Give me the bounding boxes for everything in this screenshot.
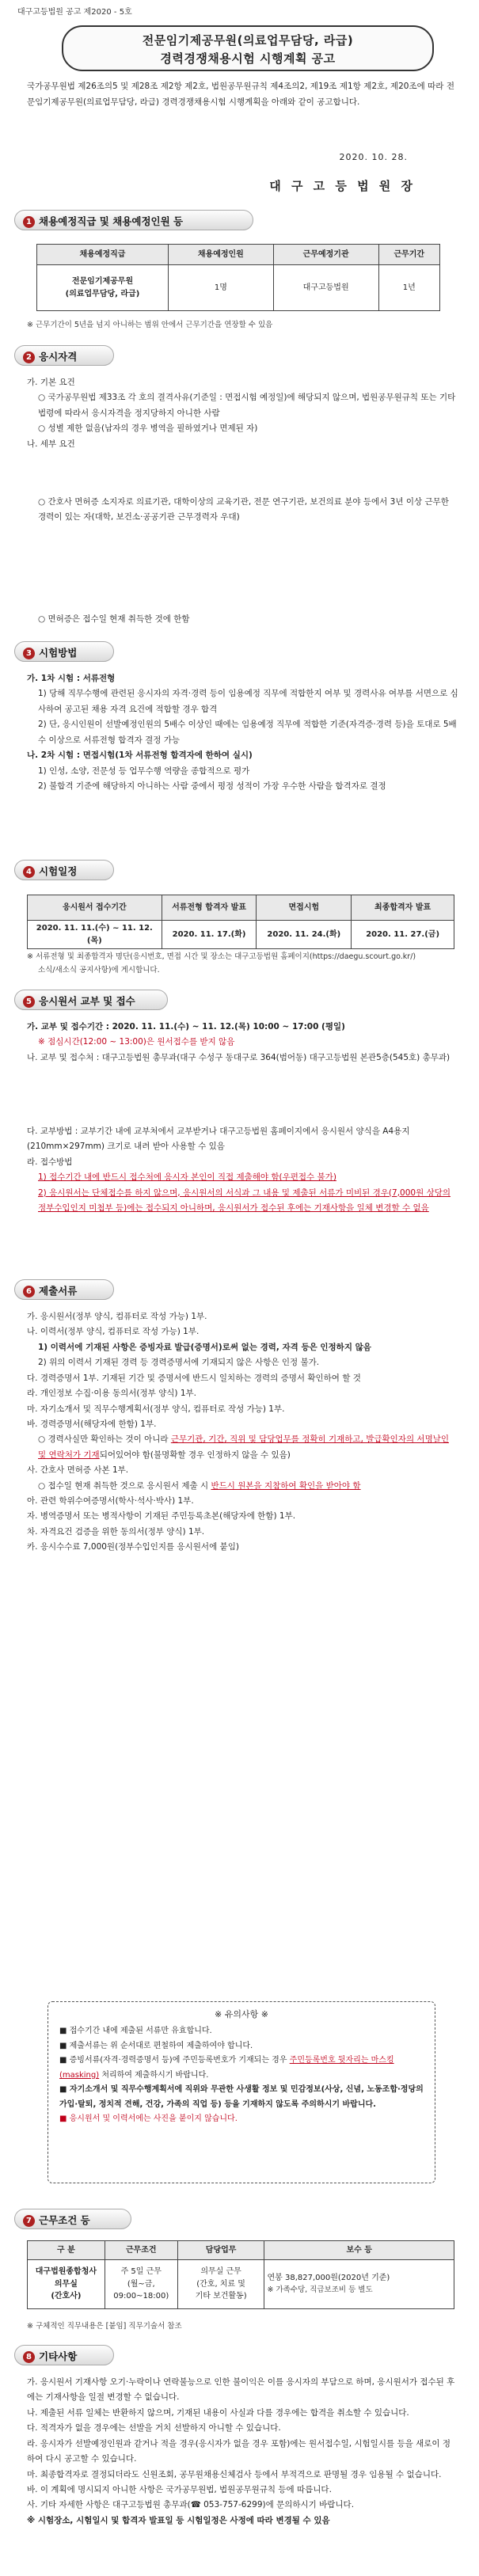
section-title: 제출서류	[39, 1285, 78, 1297]
work-cell-division: 대구법원종합청사 의무실 (간호사)	[28, 2260, 105, 2309]
exam-item: 2) 단, 응시인원이 선발예정인원의 5배수 이상인 때에는 임용예정 직무에 적합한 기준(자격증·경력 등)을 토대로 5배수 이상으로 서류전형 합격자 결정 가능	[38, 720, 457, 745]
schedule-cell: 2020. 11. 11.(수) ~ 11. 12.(목)	[28, 921, 162, 949]
doc-item: 가. 응시원서(정부 양식, 컴퓨터로 작성 가능) 1부.	[27, 1312, 207, 1321]
application-rule-2: 2) 응시원서는 단체접수를 하지 않으며, 응시원서의 서식과 그 내용 및 제출된 서류가 미비된 경우(7,000원 상당의 정부수입인지 미첩부 등)에는 접수되지 아니하며, 응시원서가 접수된 후에는 기재사항을 일체 변경할 수 없음	[38, 1187, 451, 1214]
signer: 대 구 고 등 법 원 장	[269, 179, 416, 193]
application-method	[27, 1124, 458, 1217]
doc-item: 자. 병역증명서 또는 병적사항이 기재된 주민등록초본(해당자에 한함) 1부.	[27, 1511, 296, 1522]
work-cell-pay: 연봉 38,827,000원(2020년 기준) ※ 가족수당, 직급보조비 등 별도	[264, 2260, 454, 2309]
application-period: 가. 교부 및 접수기간 : 2020. 11. 11.(수) ~ 11. 12.(목) 10:00 ~ 17:00 (평일)	[27, 1022, 345, 1032]
schedule-note: ※ 서류전형 및 최종합격자 명단(응시번호, 면접 시간 및 장소는 대구고등법원 홈페이지(https://daegu.scourt.go.kr/) 소식/새소식 공지사항)에 게시합니다.	[27, 952, 416, 975]
section-header-2	[14, 345, 114, 366]
notice-date: 2020. 10. 28.	[339, 152, 408, 162]
section-title: 응시원서 교부 및 접수	[39, 995, 135, 1007]
application-info	[27, 1020, 458, 1066]
doc-item: 마. 자기소개서 및 직무수행계획서(정부 양식, 컴퓨터로 작성 가능) 1부.	[27, 1404, 285, 1414]
hiring-cell-count: 1명	[168, 265, 273, 311]
caution-item: ■ 접수기간 내에 제출된 서류만 유효합니다.	[59, 2027, 212, 2036]
other-item: 바. 이 계획에 명시되지 아니한 사항은 국가공무원법, 법원공무원규칙 등에 따릅니다.	[27, 2484, 332, 2494]
hiring-cell-period: 1년	[378, 265, 439, 311]
doc-item: 차. 자격요건 검증을 위한 동의서(정부 양식) 1부.	[27, 1526, 205, 1537]
hiring-header-agency: 근무예정기관	[273, 245, 378, 265]
section-number: 8	[23, 2351, 35, 2363]
doc-item: 나. 이력서(정부 양식, 컴퓨터로 작성 가능) 1부.	[27, 1327, 200, 1337]
schedule-header: 응시원서 접수기간	[28, 895, 162, 921]
intro-paragraph: 국가공무원법 제26조의5 및 제28조 제2항 제2호, 법원공무원규칙 제4조의2, 제19조 제1항 제2호, 제20조에 따라 전문임기제공무원(의료업무담당, 라급) 경력경쟁채용시험 시행계획을 아래와 같이 공고합니다.	[27, 82, 454, 107]
eligibility-detail-heading: 나. 세부 요건	[27, 439, 75, 449]
section-number: 6	[23, 1286, 35, 1297]
caution-item: ■ 제출서류는 위 순서대로 편철하여 제출하여야 합니다.	[59, 2041, 253, 2050]
title-line1: 전문임기제공무원(의료업무담당, 라급)	[142, 33, 354, 47]
work-cell-duty: 의무실 근무 (간호, 치료 및 기타 보건활동)	[177, 2260, 264, 2309]
section-title: 근무조건 등	[39, 2214, 90, 2226]
doc-subitem: 1) 이력서에 기재된 사항은 증빙자료 발급(증명서)로써 없는 경력, 자격 등은 인정하지 않음	[38, 1342, 371, 1352]
eligibility-item: ○ 간호사 면허증 소지자로 의료기관, 대학이상의 교육기관, 전문 연구기관, 보건의료 분야 등에서 3년 이상 근무한 경력이 있는 자(대학, 보건소·공공기관 근무경력자 우대)	[38, 497, 449, 522]
exam-item: 1) 인성, 소양, 전문성 등 업무수행 역량을 종합적으로 평가	[38, 766, 250, 776]
other-item: 다. 적격자가 없을 경우에는 선발을 거치 선발하지 아니할 수 있습니다.	[27, 2423, 281, 2434]
other-matters	[27, 2375, 458, 2529]
doc-item: 카. 응시수수료 7,000원(정부수입인지를 응시원서에 붙임)	[27, 1542, 239, 1552]
title-line2: 경력경쟁채용시험 시행계획 공고	[160, 51, 336, 66]
application-place: 나. 교부 및 접수처 : 대구고등법원 총무과(대구 수성구 동대구로 364(범어동) 대구고등법원 본관5층(545호) 총무과)	[27, 1052, 450, 1062]
application-method-heading: 라. 접수방법	[27, 1157, 73, 1167]
work-header: 근무조건	[105, 2241, 177, 2260]
other-item: 나. 제출된 서류 일체는 반환하지 않으며, 기재된 내용이 사실과 다를 경우에는 합격을 취소할 수 있습니다.	[27, 2407, 409, 2418]
work-header: 보수 등	[264, 2241, 454, 2260]
hiring-note: ※ 근무기간이 5년을 넘지 아니하는 범위 안에서 근무기간을 연장할 수 있음	[27, 321, 273, 329]
work-header: 담당업무	[177, 2241, 264, 2260]
other-item: 사. 기타 자세한 사항은 대구고등법원 총무과(☎ 053-757-6299)에 문의하시기 바랍니다.	[27, 2500, 355, 2510]
hiring-cell-agency: 대구고등법원	[273, 265, 378, 311]
section-title: 시험일정	[39, 865, 78, 877]
eligibility-item: ○ 면허증은 접수일 현재 취득한 것에 한함	[38, 614, 190, 624]
section-header-8	[14, 2345, 114, 2365]
exam-stage1: 가. 1차 시험 : 서류전형	[27, 674, 116, 683]
section-header-1	[14, 210, 253, 230]
schedule-table	[27, 895, 454, 949]
title-box	[62, 25, 434, 71]
doc-item: 다. 경력증명서 1부. 기재된 기간 및 증명서에 반드시 일치하는 경력의 증명서 확인하여 할 것	[27, 1373, 361, 1383]
application-rule-1: 1) 접수기간 내에 반드시 접수처에 응시자 본인이 직접 제출해야 함(우편접수 불가)	[38, 1172, 336, 1183]
section-number: 7	[23, 2215, 35, 2227]
section-number: 2	[23, 351, 35, 363]
section-number: 5	[23, 996, 35, 1008]
eligibility-item: ○ 성별 제한 없음(남자의 경우 병역을 필하였거나 면제된 자)	[38, 424, 258, 434]
section-header-6	[14, 1279, 114, 1300]
caution-title: ※ 유의사항 ※	[215, 2009, 268, 2019]
schedule-header: 서류전형 합격자 발표	[162, 895, 257, 921]
section-header-3	[14, 641, 114, 662]
section-number: 3	[23, 648, 35, 659]
hiring-cell-grade: 전문임기제공무원 (의료업무담당, 라급)	[37, 265, 169, 311]
doc-subitem: ○ 경력사실만 확인하는 것이 아니라 근무기관, 기간, 직위 및 담당업무를 정확히 기재하고, 발급확인자의 서명날인 및 연락처가 기재되어있어야 함(불명확할 경우 인정하지 않을 수 있음)	[38, 1434, 450, 1460]
hiring-header-grade: 채용예정직급	[37, 245, 169, 265]
hiring-table	[36, 244, 440, 311]
schedule-cell: 2020. 11. 24.(화)	[257, 921, 352, 949]
hiring-header-period: 근무기간	[378, 245, 439, 265]
section-number: 4	[23, 866, 35, 878]
doc-item: 아. 관련 학위수여증명서(학사·석사·박사) 1부.	[27, 1496, 194, 1506]
doc-item: 사. 간호사 면허증 사본 1부.	[27, 1465, 129, 1476]
exam-item: 2) 불합격 기준에 해당하지 아니하는 사람 중에서 평정 성적이 가장 우수한 사람을 합격자로 결정	[38, 781, 386, 791]
exam-item: 1) 당해 직무수행에 관련된 응시자의 자격·경력 등이 임용예정 직무에 적합한지 여부 및 경력사유 여부를 서면으로 심사하여 공고된 채용 자격 요건에 적합할 경우 합격	[38, 689, 458, 714]
eligibility-basic	[27, 375, 458, 452]
section-title: 시험방법	[39, 647, 78, 659]
caution-item: ■ 증빙서류(자격·경력증명서 등)에 주민등록번호가 기재되는 경우 주민등록번호 뒷자리는 마스킹(masking) 처리하여 제출하시기 바랍니다.	[59, 2056, 394, 2080]
section-title: 응시자격	[39, 351, 78, 363]
caution-item: ■ 자기소개서 및 직무수행계획서에 직위와 무관한 사생활 정보 및 민감정보(사상, 신념, 노동조합·정당의 가입·탈퇴, 정치적 견해, 건강, 가족의 직업 등) 등을 기재하지 않도록 주의하시기 바랍니다.	[59, 2085, 424, 2109]
doc-subitem: ○ 접수일 현재 취득한 것으로 응시원서 제출 시 반드시 원본을 지참하여 확인을 받아야 함	[38, 1480, 361, 1491]
exam-method	[27, 671, 458, 794]
section-title: 기타사항	[39, 2350, 78, 2362]
section-header-7	[14, 2209, 131, 2229]
work-header: 구 분	[28, 2241, 105, 2260]
notice-number: 대구고등법원 공고 제2020 - 5호	[17, 8, 132, 17]
work-cell-condition: 주 5일 근무 (월~금, 09:00~18:00)	[105, 2260, 177, 2309]
section-title: 채용예정직급 및 채용예정인원 등	[39, 215, 184, 227]
eligibility-detail	[27, 495, 458, 526]
schedule-header: 면접시험	[257, 895, 352, 921]
other-item: 가. 응시원서 기재사항 오기·누락이나 연락불능으로 인한 불이익은 이를 응시자의 부담으로 하며, 응시원서가 접수된 후에는 기재사항을 일절 변경할 수 없습니다.	[27, 2377, 455, 2403]
other-item: 라. 응시자가 선발예정인원과 같거나 적을 경우(응시자가 없을 경우 포함)에는 원서접수일, 시험일시를 등을 새로이 정하여 다시 공고할 수 있습니다.	[27, 2438, 450, 2464]
schedule-cell: 2020. 11. 17.(화)	[162, 921, 257, 949]
eligibility-license	[27, 612, 458, 627]
work-conditions-note: ※ 구체적인 직무내용은 [붙임] 직무기술서 참조	[27, 2322, 182, 2331]
hiring-header-count: 채용예정인원	[168, 245, 273, 265]
lunch-note: ※ 점심시간(12:00 ~ 13:00)은 원서접수를 받지 않음	[38, 1037, 235, 1047]
doc-item: 라. 개인정보 수집·이용 동의서(정부 양식) 1부.	[27, 1389, 197, 1399]
section-number: 1	[23, 216, 35, 228]
doc-subitem: 2) 위의 이력서 기재된 경력 등 경력증명서에 기재되지 않은 사항은 인정 불가.	[38, 1358, 320, 1368]
schedule-header: 최종합격자 발표	[352, 895, 454, 921]
caution-item: ■ 응시원서 및 이력서에는 사진을 붙이지 않습니다.	[59, 2114, 238, 2124]
eligibility-item: ○ 국가공무원법 제33조 각 호의 결격사유(기준일 : 면접시험 예정일)에 해당되지 않으며, 법원공무원규칙 또는 기타 법령에 따라서 응시자격을 정지당하지 아니한 사람	[38, 393, 456, 418]
work-conditions-table	[27, 2240, 454, 2309]
eligibility-basic-heading: 가. 기본 요건	[27, 378, 75, 387]
section-header-5	[14, 990, 168, 1010]
caution-box	[48, 2001, 435, 2183]
doc-item: 바. 경력증명서(해당자에 한함) 1부.	[27, 1419, 157, 1429]
other-item: 마. 최종합격자로 결정되더라도 신원조회, 공무원채용신체검사 등에서 부적격으로 판명될 경우 임용될 수 없습니다.	[27, 2469, 442, 2479]
required-documents	[27, 1309, 458, 1556]
schedule-cell: 2020. 11. 27.(금)	[352, 921, 454, 949]
exam-stage2: 나. 2차 시험 : 면접시험(1차 서류전형 합격자에 한하여 실시)	[27, 750, 253, 761]
final-note: ※ 시험장소, 시험일시 및 합격자 발표일 등 시험일정은 사정에 따라 변경될 수 있음	[27, 2515, 330, 2525]
section-header-4	[14, 860, 114, 880]
distribution-method: 다. 교부방법 : 교부기간 내에 교부처에서 교부받거나 대구고등법원 홈페이지에서 응시원서 양식을 A4용지(210mm×297mm) 크기로 내려 받아 사용할 수 있음	[27, 1127, 410, 1152]
